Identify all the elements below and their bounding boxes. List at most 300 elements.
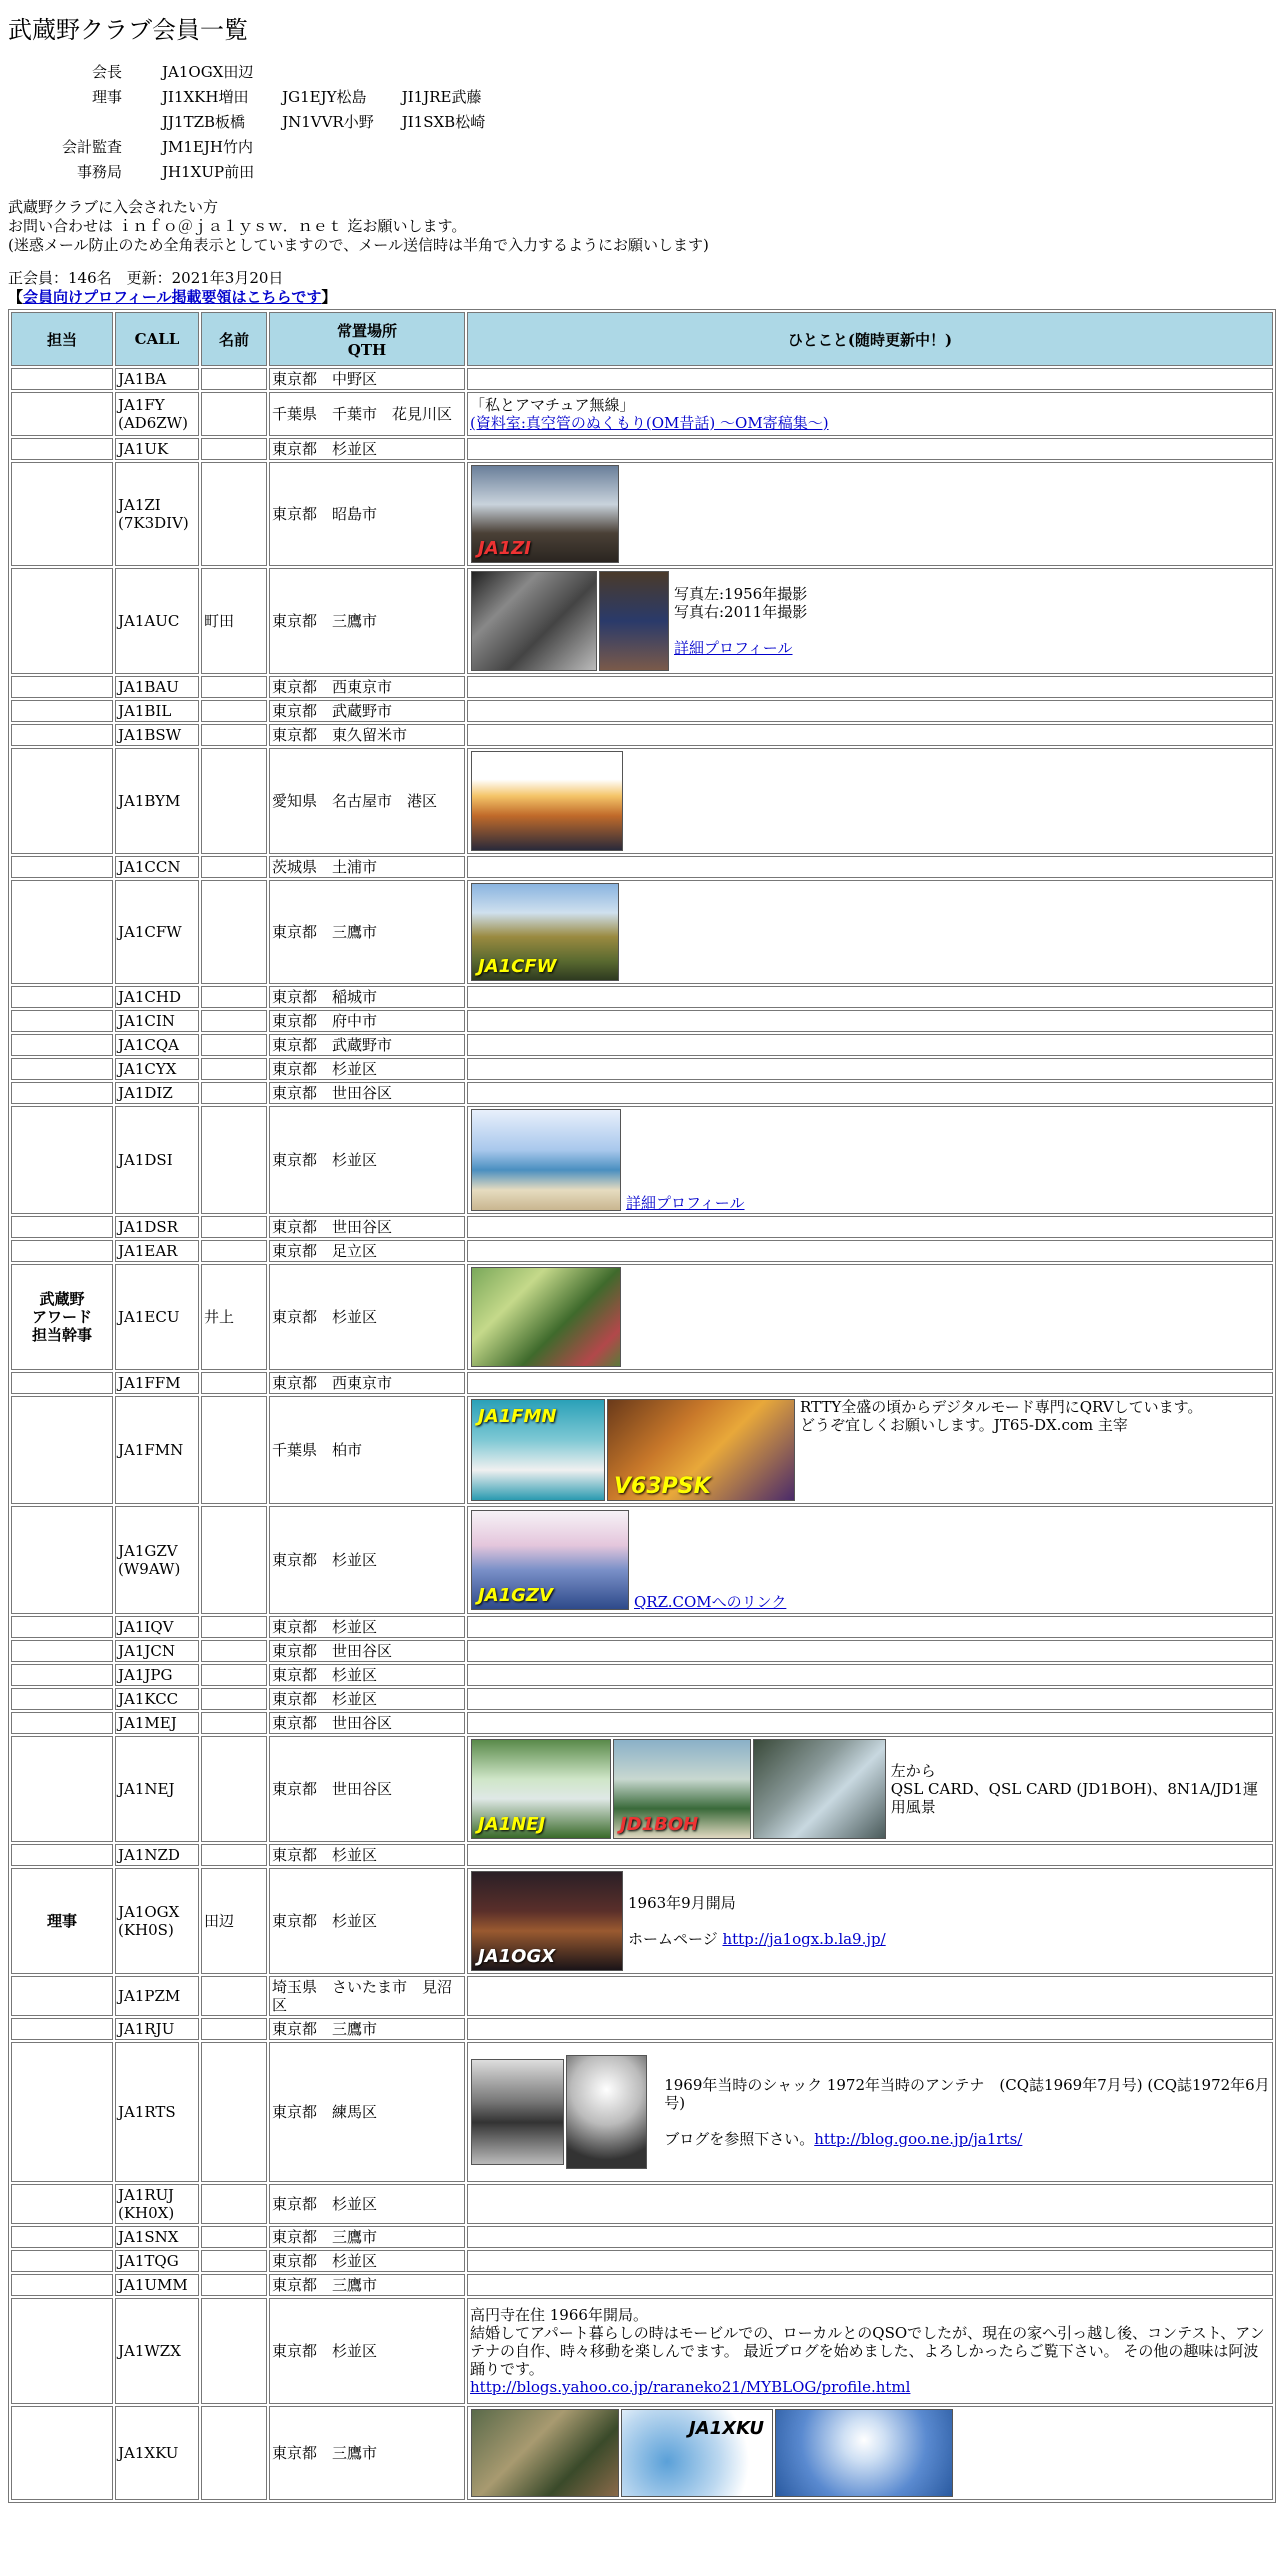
comment-link[interactable]: http://blogs.yahoo.co.jp/raraneko21/MYBLOG/profile.html [470,2378,911,2396]
cell-comment [467,1082,1273,1104]
table-row [11,856,1273,878]
cell-call: JA1TQG [115,2250,199,2272]
cell-comment [467,1844,1273,1866]
cell-name [201,2184,267,2224]
cell-call: JA1UK [115,438,199,460]
cell-call: JA1FFM [115,1372,199,1394]
cell-call: JA1PZM [115,1976,199,2016]
cell-qth: 東京都 三鷹市 [269,568,465,674]
cell-qth: 東京都 三鷹市 [269,2226,465,2248]
cell-call: JA1ZI (7K3DIV) [115,462,199,566]
table-row [11,1844,1273,1866]
cell-name [201,2226,267,2248]
cell-call: JA1CCN [115,856,199,878]
table-row [11,880,1273,984]
cell-call: JA1CQA [115,1034,199,1056]
officer-member: JJ1TZB板橋 [162,113,246,131]
officer-role: 事務局 [77,163,123,181]
table-row [11,2274,1273,2296]
cell-tanto [11,1506,113,1614]
cell-qth: 千葉県 柏市 [269,1396,465,1504]
comment-text: ブログを参照下さい。 [664,2130,815,2148]
cell-tanto [11,2042,113,2182]
cell-comment [467,1976,1273,2016]
cell-qth: 東京都 杉並区 [269,1616,465,1638]
cell-name [201,2250,267,2272]
cell-qth: 愛知県 名古屋市 港区 [269,748,465,854]
cell-name [201,1506,267,1614]
table-row [11,1058,1273,1080]
table-row [11,724,1273,746]
cell-name [201,1616,267,1638]
cell-name [201,1240,267,1262]
cell-name: 町田 [201,568,267,674]
table-row [11,748,1273,854]
comment-link[interactable]: (資料室:真空管のぬくもり(OM昔話) ～OM寄稿集～) [470,414,829,432]
cell-comment [467,1216,1273,1238]
cell-tanto [11,1082,113,1104]
cell-comment [467,748,1273,854]
cell-qth: 東京都 中野区 [269,368,465,390]
cell-name [201,1396,267,1504]
officer-member: JA1OGX田辺 [162,63,254,81]
cell-comment [467,1396,1273,1504]
count-line: 正会員：146名 更新：2021年3月20日 [8,269,284,287]
qsl-card-image [621,2409,773,2497]
cell-call: JA1SNX [115,2226,199,2248]
officer-member: JN1VVR小野 [282,113,374,131]
qsl-card-image [471,751,623,851]
col-name: 名前 [201,312,267,366]
cell-tanto [11,438,113,460]
cell-tanto [11,2018,113,2040]
cell-tanto [11,1688,113,1710]
qsl-card-caption: JD1BOH [619,1814,699,1835]
cell-qth: 東京都 世田谷区 [269,1082,465,1104]
cell-comment [467,2406,1273,2500]
table-row [11,438,1273,460]
cell-name [201,1844,267,1866]
table-row [11,392,1273,436]
cell-qth: 東京都 杉並区 [269,1106,465,1214]
cell-call: JA1MEJ [115,1712,199,1734]
cell-tanto [11,2406,113,2500]
cell-name [201,1736,267,1842]
cell-call: JA1RUJ (KH0X) [115,2184,199,2224]
join-info-line: (迷惑メール防止のため全角表示としていますので、メール送信時は半角で入力するようにお願いします) [8,236,709,254]
cell-call: JA1GZV (W9AW) [115,1506,199,1614]
cell-qth: 埼玉県 さいたま市 見沼区 [269,1976,465,2016]
officer-member: JI1XKH増田 [162,88,249,106]
cell-tanto [11,2274,113,2296]
cell-comment [467,1868,1273,1974]
cell-qth: 東京都 杉並区 [269,1688,465,1710]
cell-comment [467,462,1273,566]
officer-role: 会計監査 [62,138,123,156]
comment-text: 写真右:2011年撮影 [674,603,808,621]
cell-qth: 東京都 西東京市 [269,676,465,698]
table-row [11,2406,1273,2500]
cell-comment [467,986,1273,1008]
cell-qth: 東京都 杉並区 [269,1058,465,1080]
cell-tanto [11,856,113,878]
comment-link[interactable]: http://blog.goo.ne.jp/ja1rts/ [814,2130,1023,2148]
qsl-card-caption: JA1GZV [478,1585,553,1606]
cell-qth: 東京都 練馬区 [269,2042,465,2182]
join-info-line: 武蔵野クラブに入会されたい方 [8,198,219,216]
col-tanto: 担当 [11,312,113,366]
table-row [11,462,1273,566]
qsl-card-image [471,1267,621,1367]
cell-comment [467,856,1273,878]
cell-name [201,1082,267,1104]
cell-comment [467,1034,1273,1056]
cell-qth: 東京都 稲城市 [269,986,465,1008]
cell-name [201,2018,267,2040]
officer-member: JH1XUP前田 [162,163,255,181]
page-title: 武蔵野クラブ会員一覧 [8,16,248,44]
cell-tanto [11,748,113,854]
cell-call: JA1CHD [115,986,199,1008]
cell-comment [467,1664,1273,1686]
cell-call: JA1BIL [115,700,199,722]
cell-qth: 東京都 杉並区 [269,2250,465,2272]
cell-qth: 東京都 三鷹市 [269,2274,465,2296]
cell-comment [467,676,1273,698]
cell-call: JA1BAU [115,676,199,698]
table-row [11,1264,1273,1370]
cell-call: JA1FY (AD6ZW) [115,392,199,436]
cell-call: JA1CIN [115,1010,199,1032]
cell-comment [467,2042,1273,2182]
qsl-card-caption: JA1OGX [478,1946,556,1967]
cell-name [201,1010,267,1032]
cell-qth: 東京都 足立区 [269,1240,465,1262]
cell-name [201,1058,267,1080]
qsl-card-image [471,883,619,981]
officer-role: 理事 [92,88,123,106]
comment-text: ホームページ [628,1930,723,1948]
cell-comment [467,392,1273,436]
cell-comment [467,700,1273,722]
cell-comment [467,2226,1273,2248]
cell-qth: 千葉県 千葉市 花見川区 [269,392,465,436]
col-comment: ひとこと(随時更新中！) [467,312,1273,366]
cell-tanto [11,1976,113,2016]
cell-comment [467,438,1273,460]
cell-tanto [11,1106,113,1214]
cell-call: JA1KCC [115,1688,199,1710]
table-row [11,1216,1273,1238]
cell-name [201,2042,267,2182]
cell-name [201,1640,267,1662]
cell-comment [467,2018,1273,2040]
cell-call: JA1DIZ [115,1082,199,1104]
photo-image [471,2409,619,2497]
cell-comment [467,1010,1273,1032]
cell-tanto [11,1616,113,1638]
cell-comment [467,1736,1273,1842]
cell-comment [467,1264,1273,1370]
table-row [11,1396,1273,1504]
officer-member: JM1EJH竹内 [162,138,253,156]
cell-comment [467,2184,1273,2224]
qsl-card-image [471,1871,623,1971]
qsl-card-image [471,1739,611,1839]
shack-photo-1956 [471,571,597,671]
cell-name [201,724,267,746]
cell-comment [467,1240,1273,1262]
cell-call: JA1WZX [115,2298,199,2404]
officer-role: 会長 [92,63,123,81]
cell-name [201,392,267,436]
comment-link[interactable]: QRZ.COMへのリンク [634,1593,787,1611]
table-row [11,1240,1273,1262]
cell-tanto [11,676,113,698]
cell-name [201,986,267,1008]
cell-name [201,880,267,984]
cell-call: JA1CFW [115,880,199,984]
member-table [8,309,1276,2503]
table-row [11,2184,1273,2224]
cell-tanto [11,462,113,566]
table-row [11,700,1273,722]
member-count [8,269,1276,307]
cell-call: JA1XKU [115,2406,199,2500]
cell-qth: 東京都 武蔵野市 [269,1034,465,1056]
cell-comment [467,880,1273,984]
comment-text: 左から [890,1762,936,1780]
table-row [11,2018,1273,2040]
cell-name [201,1106,267,1214]
cell-comment [467,2298,1273,2404]
cell-tanto [11,1640,113,1662]
cell-name [201,1216,267,1238]
table-row [11,1034,1273,1056]
cell-call: JA1RJU [115,2018,199,2040]
cell-tanto [11,1844,113,1866]
cell-call: JA1IQV [115,1616,199,1638]
cell-qth: 東京都 杉並区 [269,2298,465,2404]
comment-text: RTTY全盛の頃からデジタルモード専門にQRVしています。 [800,1398,1203,1416]
cell-name [201,700,267,722]
cell-tanto: 理事 [11,1868,113,1974]
cell-name [201,748,267,854]
table-row [11,2042,1273,2182]
qsl-card-caption: JA1NEJ [478,1814,546,1835]
cell-name [201,1664,267,1686]
cell-qth: 東京都 杉並区 [269,1868,465,1974]
cell-call: JA1FMN [115,1396,199,1504]
cell-qth: 東京都 西東京市 [269,1372,465,1394]
cell-comment [467,1712,1273,1734]
table-row [11,1082,1273,1104]
cell-name [201,856,267,878]
cell-name [201,1688,267,1710]
shack-photo-2011 [599,571,669,671]
qsl-card-image [471,465,619,563]
cell-tanto: 武蔵野 アワード 担当幹事 [11,1264,113,1370]
cell-tanto [11,700,113,722]
col-call: CALL [115,312,199,366]
cell-comment [467,724,1273,746]
comment-text: QSL CARD、QSL CARD (JD1BOH)、8N1A/JD1運用風景 [890,1780,1259,1816]
cell-comment [467,1616,1273,1638]
comment-link[interactable]: 詳細プロフィール [674,639,793,657]
cell-qth: 東京都 武蔵野市 [269,700,465,722]
cell-qth: 東京都 三鷹市 [269,880,465,984]
cell-comment [467,1106,1273,1214]
cell-comment [467,2274,1273,2296]
cell-tanto [11,1058,113,1080]
comment-text: 「私とアマチュア無線」 [470,396,635,414]
comment-text: 写真左:1956年撮影 [674,585,808,603]
cell-tanto [11,724,113,746]
cell-name [201,2274,267,2296]
table-row [11,1616,1273,1638]
join-info [8,198,1276,255]
table-row [11,2250,1273,2272]
table-row [11,568,1273,674]
comment-text: 高円寺在住 1966年開局。 [470,2306,648,2324]
cell-qth: 東京都 東久留米市 [269,724,465,746]
comment-text: 結婚してアパート暮らしの時はモービルでの、ローカルとのQSOでしたが、現在の家へ引っ越し後、コンテスト、アンテナの自作、時々移動を楽しんでます。 最近ブログを始めました、よろしかったらご覧下さい。 その他の趣味は阿波踊りです。 [470,2324,1265,2378]
cell-call: JA1OGX (KH0S) [115,1868,199,1974]
cell-qth: 東京都 杉並区 [269,1664,465,1686]
table-row [11,676,1273,698]
cell-tanto [11,1736,113,1842]
cell-name [201,676,267,698]
qsl-card-image [471,1109,621,1211]
comment-text: 1969年当時のシャック 1972年当時のアンテナ (CQ誌1969年7月号) (CQ誌1972年6月号) [664,2076,1270,2112]
cell-qth: 東京都 世田谷区 [269,1216,465,1238]
table-row [11,1506,1273,1614]
qsl-card-image [471,1399,605,1501]
cell-qth: 東京都 昭島市 [269,462,465,566]
qsl-card-image [613,1739,751,1839]
qsl-card-caption: JA1CFW [478,956,557,977]
cell-comment [467,1688,1273,1710]
cell-tanto [11,1034,113,1056]
shack-photo-1969 [471,2059,564,2165]
cell-tanto [11,1712,113,1734]
cell-tanto [11,2226,113,2248]
cell-call: JA1RTS [115,2042,199,2182]
table-row [11,986,1273,1008]
cell-call: JA1DSI [115,1106,199,1214]
profile-guide-link[interactable]: 会員向けプロフィール掲載要領はこちらです [23,288,322,306]
officers-list [48,59,499,184]
cell-comment [467,1372,1273,1394]
cell-comment [467,1640,1273,1662]
cell-tanto [11,880,113,984]
cell-qth: 東京都 三鷹市 [269,2406,465,2500]
cell-call: JA1BSW [115,724,199,746]
cell-tanto [11,1372,113,1394]
operation-photo [753,1739,886,1839]
cell-name [201,462,267,566]
cell-comment [467,368,1273,390]
cell-call: JA1JCN [115,1640,199,1662]
table-row [11,1712,1273,1734]
table-row [11,1976,1273,2016]
table-row [11,1736,1273,1842]
cell-call: JA1JPG [115,1664,199,1686]
cell-name [201,1976,267,2016]
cell-qth: 東京都 杉並区 [269,1506,465,1614]
cell-qth: 東京都 世田谷区 [269,1736,465,1842]
table-row [11,368,1273,390]
cell-qth: 東京都 杉並区 [269,438,465,460]
bracket-close: 】 [321,288,337,306]
cell-name [201,2406,267,2500]
profile-guide [8,288,1276,307]
cell-qth: 東京都 杉並区 [269,2184,465,2224]
cell-qth: 東京都 世田谷区 [269,1712,465,1734]
cell-qth: 東京都 杉並区 [269,1264,465,1370]
col-qth: 常置場所 QTH [269,312,465,366]
cell-qth: 東京都 杉並区 [269,1844,465,1866]
table-row [11,1106,1273,1214]
cell-comment [467,1058,1273,1080]
cell-name: 田辺 [201,1868,267,1974]
cell-call: JA1NZD [115,1844,199,1866]
comment-text: 1963年9月開局 [628,1894,736,1912]
join-info-line: お問い合わせは ｉｎｆｏ＠ｊａ１ｙｓｗ．ｎｅｔ 迄お願いします。 [8,217,467,235]
cell-call: JA1CYX [115,1058,199,1080]
cell-name [201,1712,267,1734]
table-row [11,1868,1273,1974]
cell-tanto [11,1664,113,1686]
bracket-open: 【 [8,288,24,306]
cell-comment [467,2250,1273,2272]
cell-tanto [11,2184,113,2224]
cell-comment [467,568,1273,674]
cell-call: JA1ECU [115,1264,199,1370]
table-row [11,2298,1273,2404]
table-row [11,1688,1273,1710]
cell-call: JA1NEJ [115,1736,199,1842]
cell-comment [467,1506,1273,1614]
cell-name [201,1372,267,1394]
qsl-card-caption: JA1ZI [478,538,531,559]
cell-qth: 茨城県 土浦市 [269,856,465,878]
comment-text: どうぞ宜しくお願いします。JT65-DX.com 主宰 [800,1416,1128,1434]
cell-name [201,1034,267,1056]
cell-name [201,438,267,460]
table-row [11,2226,1273,2248]
cell-tanto [11,2250,113,2272]
cell-tanto [11,1216,113,1238]
comment-link[interactable]: http://ja1ogx.b.la9.jp/ [722,1930,886,1948]
cell-qth: 東京都 府中市 [269,1010,465,1032]
qsl-card-image [607,1399,795,1501]
cell-tanto [11,568,113,674]
officer-member: JI1JRE武藤 [401,88,482,106]
cell-qth: 東京都 世田谷区 [269,1640,465,1662]
antenna-photo-1972 [566,2055,647,2169]
cell-call: JA1EAR [115,1240,199,1262]
qsl-card-caption: V63PSK [614,1474,711,1499]
comment-link[interactable]: 詳細プロフィール [626,1194,745,1212]
cell-name [201,368,267,390]
table-row [11,1664,1273,1686]
officer-member: JG1EJY松島 [282,88,367,106]
officer-member: JI1SXB松崎 [401,113,486,131]
cell-call: JA1UMM [115,2274,199,2296]
qsl-card-caption: JA1FMN [478,1406,557,1427]
cell-tanto [11,392,113,436]
